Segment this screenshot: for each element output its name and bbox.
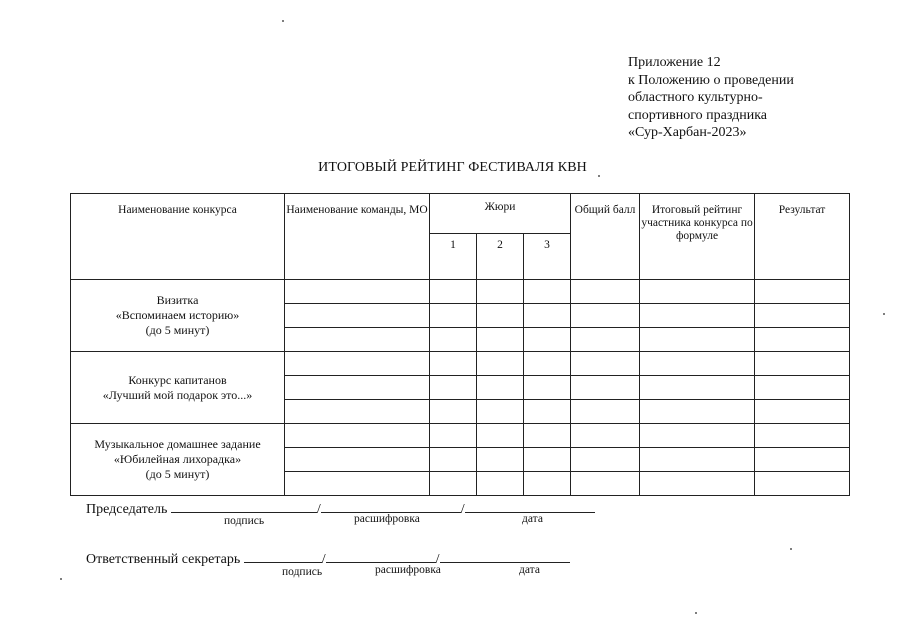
chairman-signature-caption: подпись <box>224 515 265 527</box>
jury-score-cell[interactable] <box>477 328 524 352</box>
secretary-date-caption: дата <box>519 564 540 576</box>
jury-number: 3 <box>524 234 571 280</box>
total-cell[interactable] <box>571 424 640 448</box>
scan-speck <box>790 548 792 550</box>
team-cell[interactable] <box>285 328 430 352</box>
contest-line: «Юбилейная лихорадка» <box>113 452 242 466</box>
team-cell[interactable] <box>285 304 430 328</box>
table-row <box>71 352 850 376</box>
separator: / <box>316 502 321 517</box>
secretary-decoding-caption: расшифровка <box>375 564 441 576</box>
jury-score-cell[interactable] <box>477 280 524 304</box>
header-team: Наименование команды, МО <box>285 194 430 280</box>
contest-line: «Вспоминаем историю» <box>115 308 240 322</box>
jury-score-cell[interactable] <box>430 328 477 352</box>
scan-speck <box>598 175 600 177</box>
jury-score-cell[interactable] <box>477 472 524 496</box>
result-cell[interactable] <box>755 448 850 472</box>
jury-score-cell[interactable] <box>524 328 571 352</box>
rating-cell[interactable] <box>640 280 755 304</box>
rating-cell[interactable] <box>640 328 755 352</box>
rating-cell[interactable] <box>640 448 755 472</box>
jury-number: 2 <box>477 234 524 280</box>
secretary-signature-field[interactable] <box>244 548 322 563</box>
separator: / <box>321 552 326 567</box>
jury-score-cell[interactable] <box>524 448 571 472</box>
header-total: Общий балл <box>571 194 640 280</box>
header-rating: Итоговый рейтинг участника конкурса по формуле <box>640 194 755 280</box>
jury-score-cell[interactable] <box>477 376 524 400</box>
jury-score-cell[interactable] <box>477 424 524 448</box>
rating-cell[interactable] <box>640 376 755 400</box>
header-jury: Жюри <box>430 194 571 234</box>
secretary-label: Ответственный секретарь <box>86 552 241 567</box>
jury-score-cell[interactable] <box>524 304 571 328</box>
rating-cell[interactable] <box>640 352 755 376</box>
jury-score-cell[interactable] <box>430 448 477 472</box>
rating-table <box>70 193 850 496</box>
team-cell[interactable] <box>285 352 430 376</box>
contest-line: (до 5 минут) <box>145 467 210 481</box>
total-cell[interactable] <box>571 448 640 472</box>
chairman-date-caption: дата <box>522 513 543 525</box>
rating-cell[interactable] <box>640 400 755 424</box>
header-row <box>71 194 850 234</box>
header-contest: Наименование конкурса <box>71 194 285 280</box>
team-cell[interactable] <box>285 472 430 496</box>
chairman-date-field[interactable] <box>465 498 595 513</box>
jury-number: 1 <box>430 234 477 280</box>
total-cell[interactable] <box>571 376 640 400</box>
contest-name-cell <box>71 280 285 352</box>
team-cell[interactable] <box>285 400 430 424</box>
chairman-signature-line <box>86 498 595 518</box>
jury-score-cell[interactable] <box>430 376 477 400</box>
jury-score-cell[interactable] <box>524 376 571 400</box>
appendix-line: к Положению о проведении <box>628 72 794 88</box>
appendix-line: «Сур-Харбан-2023» <box>628 125 747 140</box>
result-cell[interactable] <box>755 376 850 400</box>
jury-score-cell[interactable] <box>524 424 571 448</box>
jury-score-cell[interactable] <box>477 352 524 376</box>
separator: / <box>460 502 465 517</box>
contest-name-cell <box>71 424 285 496</box>
secretary-date-field[interactable] <box>440 548 570 563</box>
contest-line: Музыкальное домашнее задание <box>94 437 261 451</box>
header-result: Результат <box>755 194 850 280</box>
chairman-label: Председатель <box>86 502 168 517</box>
total-cell[interactable] <box>571 280 640 304</box>
document-title: ИТОГОВЫЙ РЕЙТИНГ ФЕСТИВАЛЯ КВН <box>318 160 587 175</box>
jury-score-cell[interactable] <box>477 448 524 472</box>
jury-score-cell[interactable] <box>430 400 477 424</box>
scan-speck <box>282 20 284 22</box>
contest-line: «Лучший мой подарок это...» <box>102 387 253 402</box>
contest-line: (до 5 минут) <box>145 323 210 337</box>
contest-line: Визитка <box>156 293 199 307</box>
appendix-line: спортивного праздника <box>628 107 768 123</box>
jury-score-cell[interactable] <box>524 352 571 376</box>
total-cell[interactable] <box>571 400 640 424</box>
rating-cell[interactable] <box>640 424 755 448</box>
secretary-decoding-field[interactable] <box>326 548 436 563</box>
scan-speck <box>695 612 697 614</box>
jury-score-cell[interactable] <box>430 472 477 496</box>
result-cell[interactable] <box>755 304 850 328</box>
result-cell[interactable] <box>755 280 850 304</box>
team-cell[interactable] <box>285 376 430 400</box>
secretary-signature-line <box>86 548 570 568</box>
appendix-line: Приложение 12 <box>628 55 721 70</box>
separator: / <box>435 552 440 567</box>
result-cell[interactable] <box>755 328 850 352</box>
rating-cell[interactable] <box>640 304 755 328</box>
result-cell[interactable] <box>755 400 850 424</box>
table-row <box>71 280 850 304</box>
result-cell[interactable] <box>755 352 850 376</box>
jury-score-cell[interactable] <box>430 352 477 376</box>
jury-score-cell[interactable] <box>524 280 571 304</box>
team-cell[interactable] <box>285 424 430 448</box>
jury-score-cell[interactable] <box>430 424 477 448</box>
scan-speck <box>883 313 885 315</box>
table-row <box>71 424 850 448</box>
total-cell[interactable] <box>571 328 640 352</box>
contest-line: Конкурс капитанов <box>128 372 227 387</box>
jury-score-cell[interactable] <box>477 400 524 424</box>
jury-score-cell[interactable] <box>430 280 477 304</box>
chairman-decoding-caption: расшифровка <box>354 513 420 525</box>
rating-cell[interactable] <box>640 472 755 496</box>
jury-score-cell[interactable] <box>477 304 524 328</box>
appendix-line: областного культурно- <box>628 90 763 105</box>
total-cell[interactable] <box>571 304 640 328</box>
contest-name-cell <box>71 352 285 424</box>
jury-score-cell[interactable] <box>524 472 571 496</box>
result-cell[interactable] <box>755 472 850 496</box>
total-cell[interactable] <box>571 352 640 376</box>
secretary-signature-caption: подпись <box>282 566 323 578</box>
total-cell[interactable] <box>571 472 640 496</box>
jury-score-cell[interactable] <box>430 304 477 328</box>
chairman-signature-field[interactable] <box>171 498 317 513</box>
jury-score-cell[interactable] <box>524 400 571 424</box>
chairman-decoding-field[interactable] <box>321 498 461 513</box>
team-cell[interactable] <box>285 280 430 304</box>
scan-speck <box>60 578 62 580</box>
appendix-note <box>628 54 794 142</box>
result-cell[interactable] <box>755 424 850 448</box>
team-cell[interactable] <box>285 448 430 472</box>
